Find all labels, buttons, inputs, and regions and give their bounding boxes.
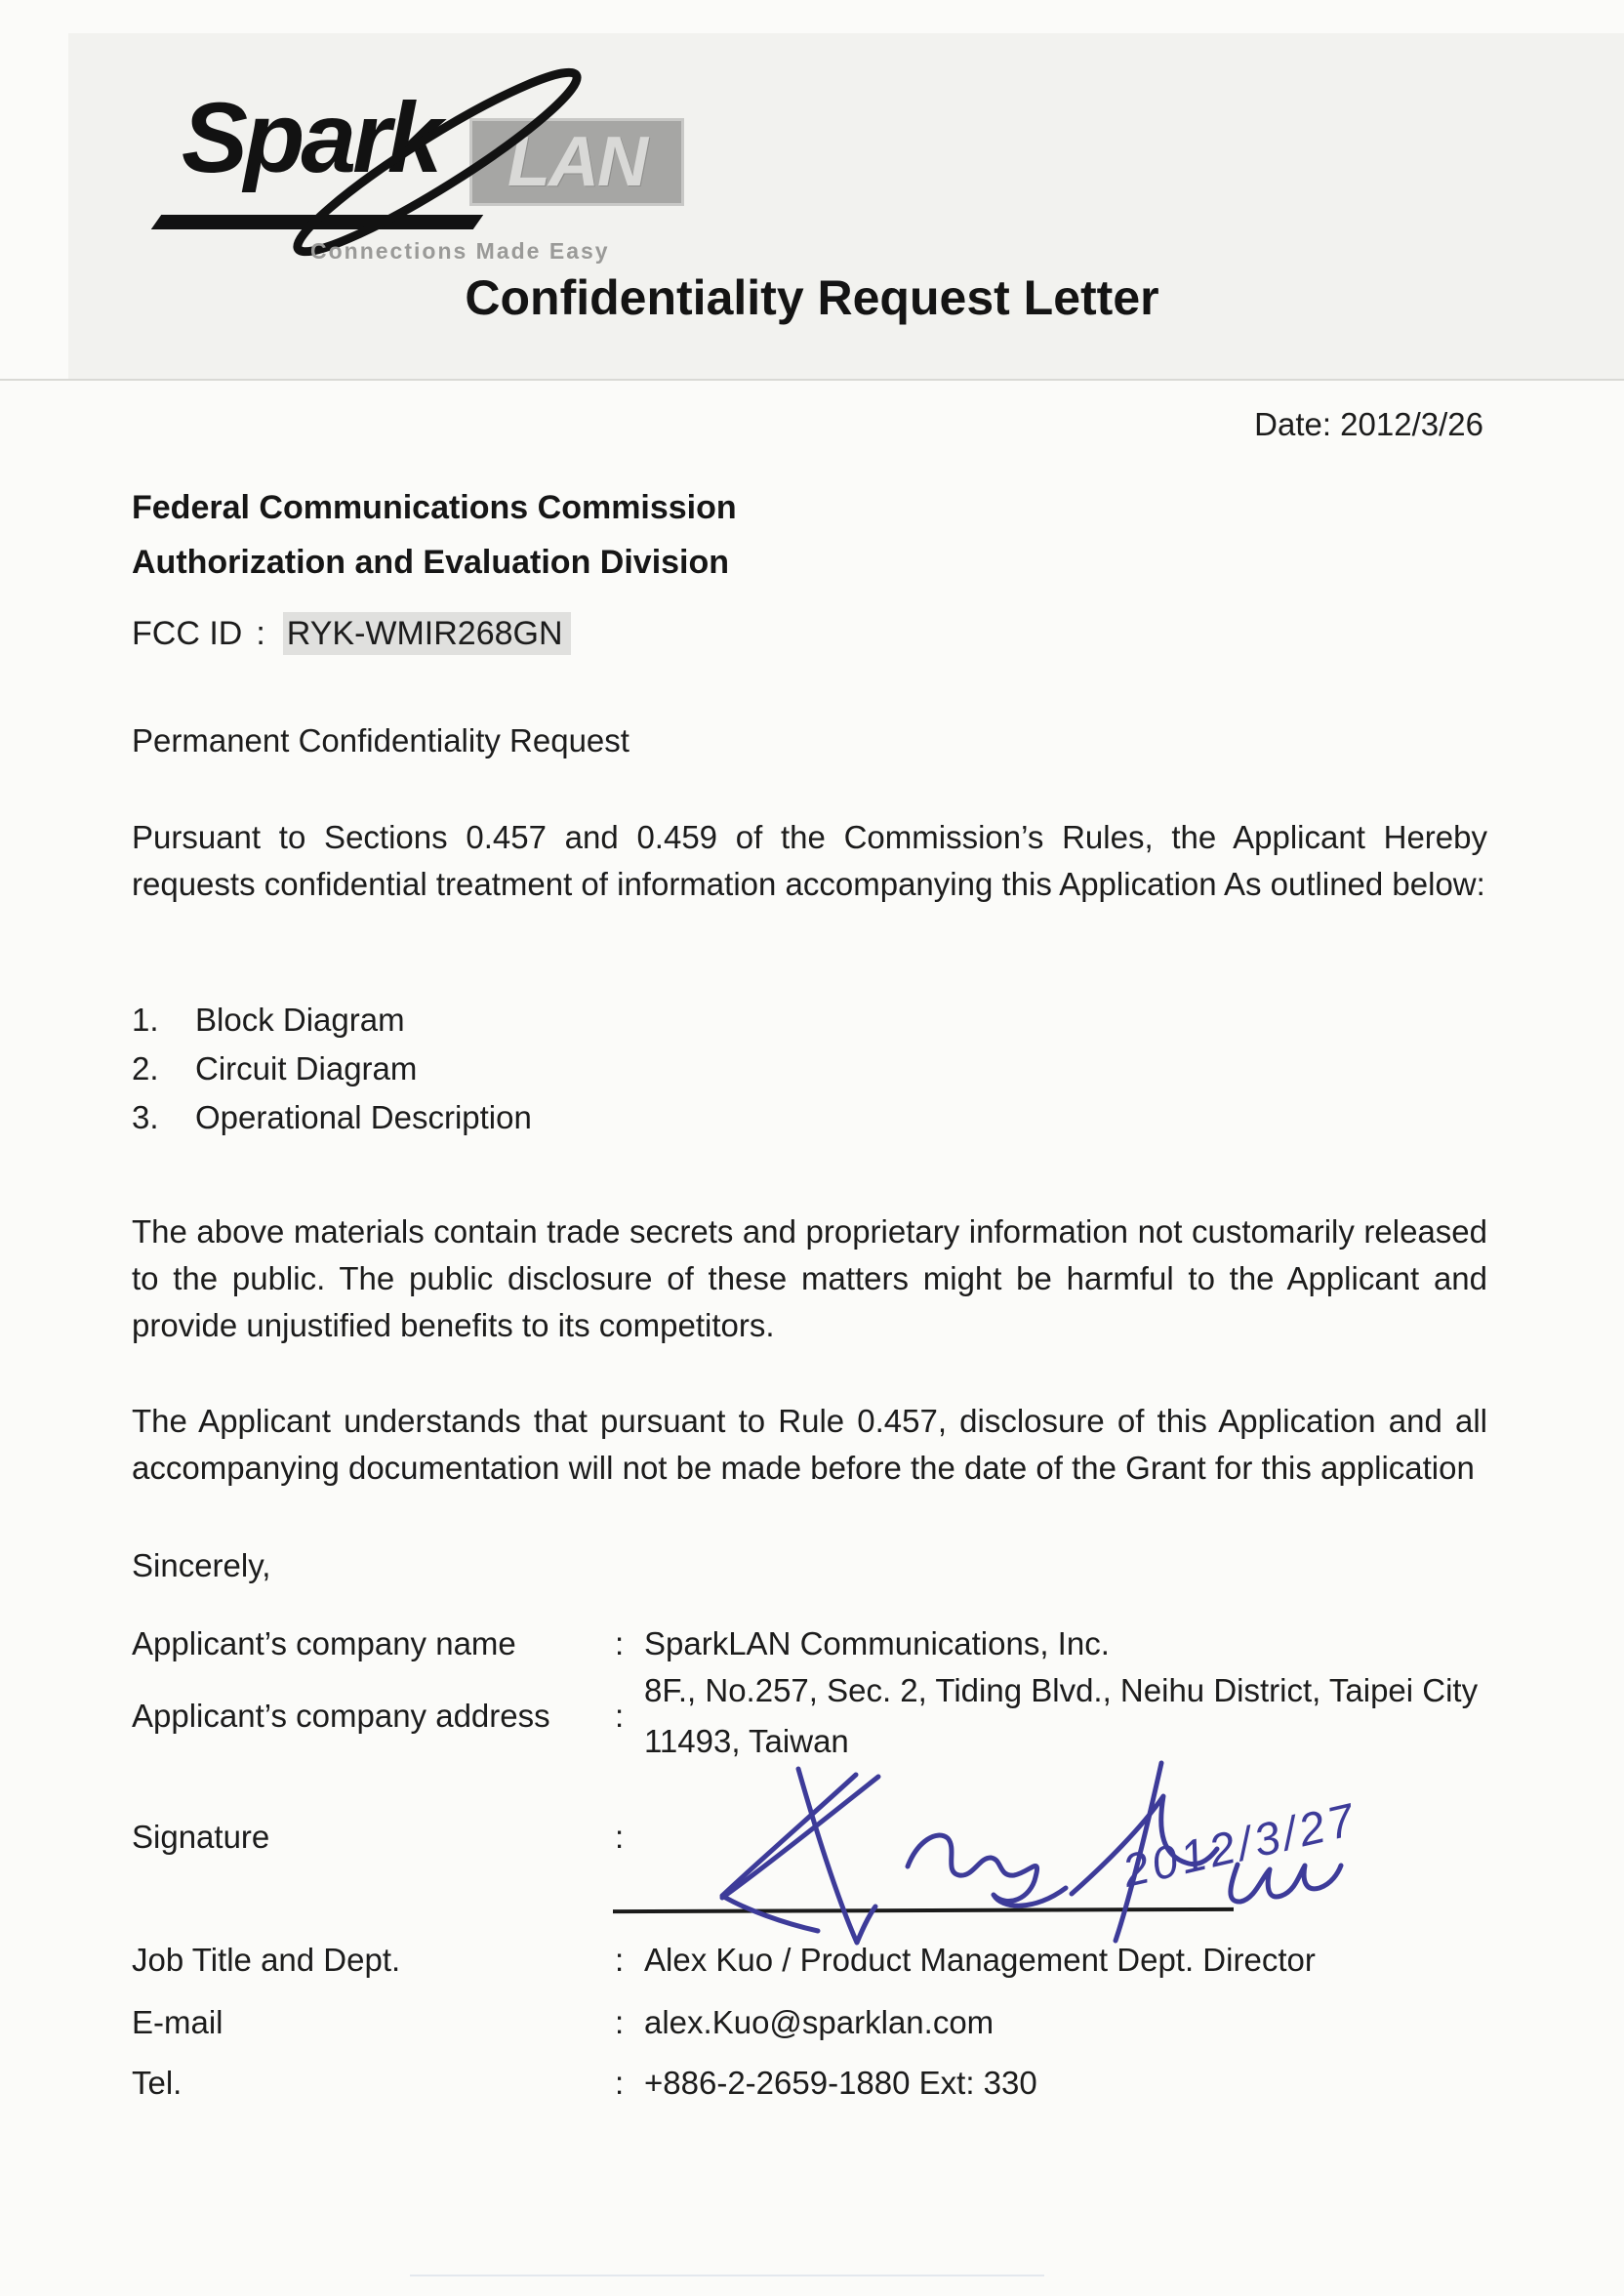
field-colon: : (615, 1942, 625, 1978)
closing-sincerely: Sincerely, (132, 1547, 271, 1583)
addressee-block (132, 480, 737, 590)
list-item-number: 1. (132, 1002, 159, 1038)
sparklan-logo (154, 70, 662, 264)
field-value: +886-2-2659-1880 Ext: 330 (644, 2065, 1037, 2101)
field-label: Applicant’s company name (132, 1625, 516, 1661)
field-value: SparkLAN Communications, Inc. (644, 1625, 1110, 1661)
date-line: Date: 2012/3/26 (1254, 406, 1483, 442)
field-colon: : (615, 1625, 625, 1661)
signature-handwritten-date: 2012/3/27 (1117, 1792, 1362, 1897)
logo-underline-swoosh (151, 215, 484, 229)
fcc-id-label: FCC ID (132, 615, 243, 652)
paragraph-understanding: The Applicant understands that pursuant to Rule 0.457, disclosure of this Application and all accompanying documentation will not be made before the date of the Grant for this application (132, 1403, 1487, 1486)
field-telephone (132, 2058, 1487, 2109)
list-item-text: Operational Description (195, 1099, 532, 1135)
addressee-line2: Authorization and Evaluation Division (132, 544, 730, 581)
field-colon: : (615, 2004, 625, 2040)
list-item-text: Circuit Diagram (195, 1050, 418, 1086)
field-label: Job Title and Dept. (132, 1942, 401, 1978)
field-label: E-mail (132, 2004, 223, 2040)
field-colon: : (615, 2065, 625, 2101)
field-colon: : (615, 1819, 625, 1855)
subject-line: Permanent Confidentiality Request (132, 722, 629, 758)
page-title: Confidentiality Request Letter (465, 270, 1159, 325)
field-label: Tel. (132, 2065, 183, 2101)
signature-area (586, 1747, 1444, 1957)
paragraph-intro: Pursuant to Sections 0.457 and 0.459 of the Commission’s Rules, the Applicant Hereby requests confidential treatment of information accompanying this Application As outlined below: (132, 819, 1487, 902)
list-item (132, 1052, 532, 1085)
list-item-text: Block Diagram (195, 1002, 405, 1038)
list-item-number: 3. (132, 1099, 159, 1135)
confidential-items-list (132, 1004, 532, 1150)
logo-tagline: Connections Made Easy (310, 238, 610, 264)
fcc-id-value: RYK-WMIR268GN (283, 612, 571, 655)
list-item (132, 1101, 532, 1133)
list-item-number: 2. (132, 1050, 159, 1086)
field-value: alex.Kuo@sparklan.com (644, 2004, 995, 2040)
logo-lan-text: LAN (508, 123, 646, 201)
paragraph-materials: The above materials contain trade secrets and proprietary information not customarily released to the public. The public disclosure of these matters might be harmful to the Applicant and provide unjustified benefits to its competitors. (132, 1213, 1487, 1343)
fcc-id-colon: : (256, 615, 265, 652)
bottom-scan-artifact-line (410, 2275, 1044, 2276)
fcc-id-row (132, 615, 571, 653)
logo-spark-text: Spark (182, 82, 439, 193)
field-value: 8F., No.257, Sec. 2, Tiding Blvd., Neihu District, Taipei City 11493, Taiwan (644, 1672, 1479, 1759)
field-label: Signature (132, 1819, 270, 1855)
list-item (132, 1004, 532, 1036)
field-company-name (132, 1619, 1487, 1669)
field-label: Applicant’s company address (132, 1698, 550, 1734)
header-divider-line (0, 379, 1624, 381)
field-email (132, 1997, 1487, 2048)
addressee-line1: Federal Communications Commission (132, 489, 737, 526)
logo-lan-box (472, 121, 681, 203)
field-colon: : (615, 1698, 625, 1734)
field-value: Alex Kuo / Product Management Dept. Director (644, 1942, 1316, 1978)
